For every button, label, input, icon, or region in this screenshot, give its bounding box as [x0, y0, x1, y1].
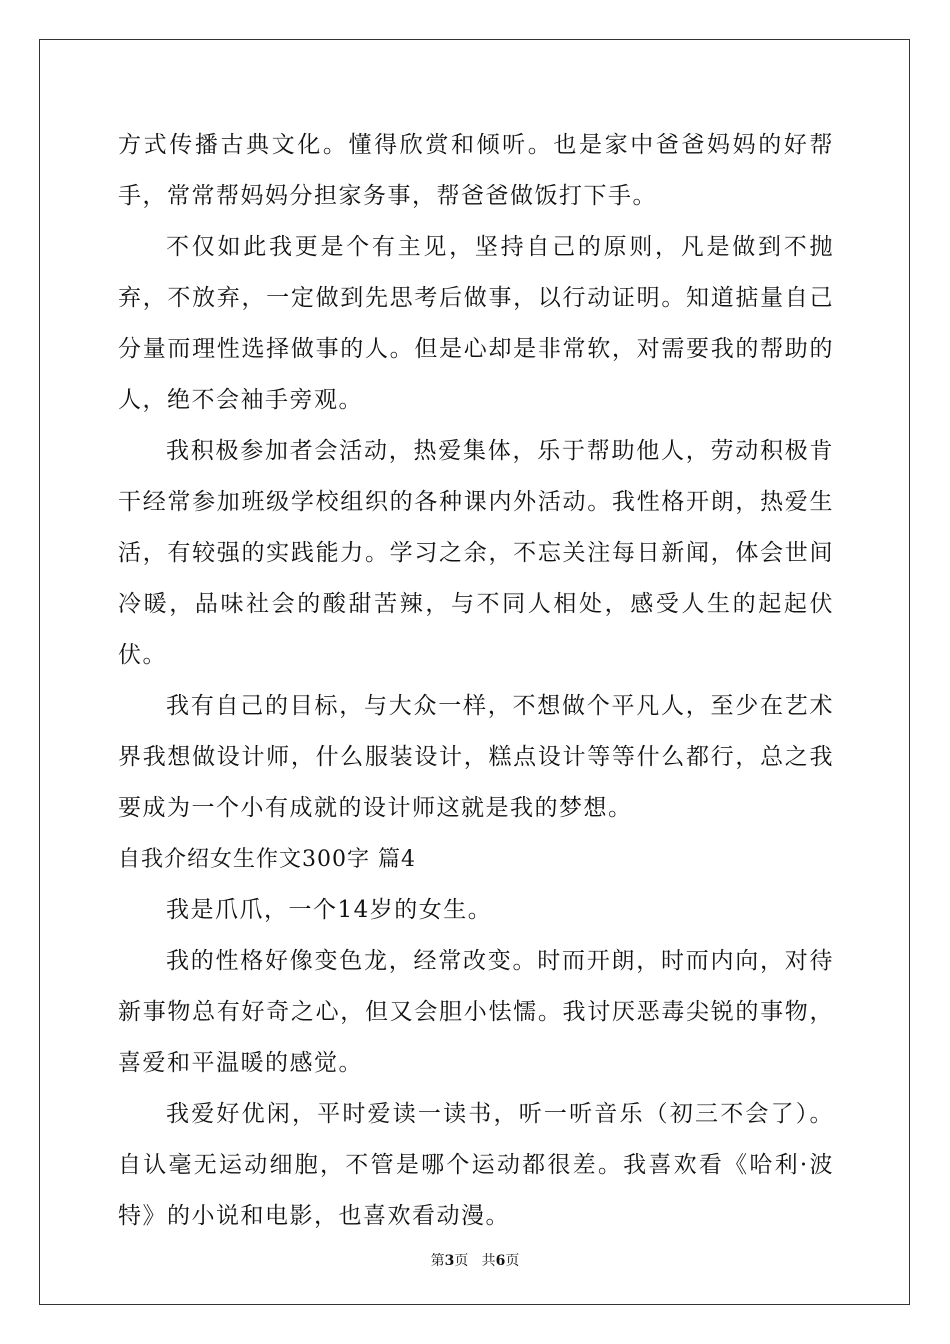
- paragraph: 我有自己的目标，与大众一样，不想做个平凡人，至少在艺术界我想做设计师，什么服装设计，糕点设计等等什么都行，总之我要成为一个小有成就的设计师这就是我的梦想。: [118, 693, 834, 821]
- section-heading: 自我介绍女生作文300字 篇4: [118, 847, 416, 872]
- footer-total-prefix: 共: [481, 1253, 496, 1269]
- footer-page-prefix: 第: [430, 1253, 445, 1269]
- footer-current-page: 3: [444, 1253, 455, 1269]
- paragraph: 我是爪爪，一个14岁的女生。: [166, 897, 493, 923]
- paragraph: 我爱好优闲，平时爱读一读书，听一听音乐（初三不会了）。自认毫无运动细胞，不管是哪个运动都很差。我喜欢看《哈利·波特》的小说和电影，也喜欢看动漫。: [118, 1101, 834, 1229]
- document-body: [118, 120, 834, 1242]
- footer-total-suffix: 页: [505, 1253, 520, 1269]
- footer-page-word: 页: [454, 1253, 469, 1269]
- paragraph: 方式传播古典文化。懂得欣赏和倾听。也是家中爸爸妈妈的好帮手，常常帮妈妈分担家务事，帮爸爸做饭打下手。: [118, 132, 834, 209]
- page-footer: [0, 1250, 950, 1270]
- paragraph: 不仅如此我更是个有主见，坚持自己的原则，凡是做到不抛弃，不放弃，一定做到先思考后做事，以行动证明。知道掂量自己分量而理性选择做事的人。但是心却是非常软，对需要我的帮助的人，绝不会袖手旁观。: [118, 234, 834, 413]
- paragraph: 我的性格好像变色龙，经常改变。时而开朗，时而内向，对待新事物总有好奇之心，但又会胆小怯懦。我讨厌恶毒尖锐的事物，喜爱和平温暖的感觉。: [118, 948, 834, 1076]
- footer-total-pages: 6: [495, 1253, 506, 1269]
- paragraph: 我积极参加者会活动，热爱集体，乐于帮助他人，劳动积极肯干经常参加班级学校组织的各种课内外活动。我性格开朗，热爱生活，有较强的实践能力。学习之余，不忘关注每日新闻，体会世间冷暖，品味社会的酸甜苦辣，与不同人相处，感受人生的起起伏伏。: [118, 438, 834, 668]
